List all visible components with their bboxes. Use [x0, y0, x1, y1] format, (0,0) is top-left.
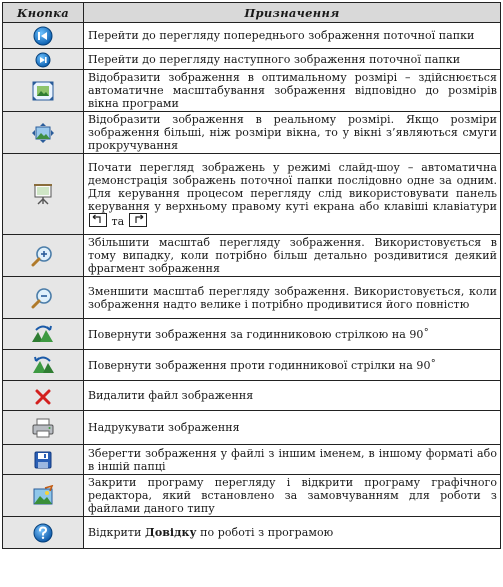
row-description: Повернути зображення за годинниковою стрілкою на 90˚ — [84, 319, 501, 350]
row-description: Перейти до перегляду наступного зображення поточної папки — [84, 49, 501, 70]
table-row — [3, 235, 501, 277]
table-row — [3, 49, 501, 70]
save-as-icon[interactable] — [33, 450, 53, 470]
next-image-icon[interactable] — [35, 52, 51, 68]
row-description: Перейти до перегляду попереднього зображення поточної папки — [84, 23, 501, 49]
arrow-key-icon — [129, 213, 147, 227]
row-description: Зменшити масштаб перегляду зображення. Використовується, коли зображення надто велике і потрібно продивитися його повністю — [84, 277, 501, 319]
table-row — [3, 475, 501, 517]
open-editor-icon[interactable] — [32, 485, 54, 507]
fit-to-window-icon[interactable] — [31, 80, 55, 102]
buttons-table-wrapper — [2, 2, 500, 549]
table-row — [3, 112, 501, 154]
row-description: Відобразити зображення в реальному розмірі. Якщо розміри зображення більші, ніж розміри вікна, то у вікні з’являються смуги прокручування — [84, 112, 501, 154]
previous-image-icon[interactable] — [32, 25, 54, 47]
table-row — [3, 23, 501, 49]
zoom-out-icon[interactable] — [31, 286, 55, 310]
row-description: Надрукувати зображення — [84, 411, 501, 445]
table-row — [3, 381, 501, 411]
help-icon[interactable] — [32, 522, 54, 544]
header-button: Кнопка — [3, 3, 84, 23]
table-row — [3, 411, 501, 445]
row-description: Відобразити зображення в оптимальному розмірі – здійснюється автоматичне масштабування зображення відповідно до розмірів вікна програми — [84, 70, 501, 112]
table-row — [3, 445, 501, 475]
row-description: Видалити файл зображення — [84, 381, 501, 411]
row-description: Закрити програму перегляду і відкрити програму графічного редактора, який встановлено за замовчуванням для роботи з файлами даного типу — [84, 475, 501, 517]
actual-size-icon[interactable] — [31, 122, 55, 144]
buttons-table — [2, 2, 501, 549]
table-header-row — [3, 3, 501, 23]
table-row — [3, 277, 501, 319]
table-row — [3, 517, 501, 549]
slideshow-icon[interactable] — [32, 182, 54, 206]
zoom-in-icon[interactable] — [31, 244, 55, 268]
delete-icon[interactable] — [35, 389, 51, 405]
row-description: Відкрити Довідку по роботі з програмою — [84, 517, 501, 549]
table-row — [3, 70, 501, 112]
row-description: Зберегти зображення у файлі з іншим іменем, в іншому форматі або в іншій папці — [84, 445, 501, 475]
table-row — [3, 154, 501, 235]
rotate-counterclockwise-icon[interactable] — [30, 355, 56, 375]
escape-key-icon — [89, 213, 107, 227]
table-row — [3, 350, 501, 381]
row-description: Збільшити масштаб перегляду зображення. Використовується в тому випадку, коли потрібно більш детально роздивитися деякий фрагмент зображення — [84, 235, 501, 277]
header-purpose: Призначення — [84, 3, 501, 23]
row-description: Повернути зображення проти годинникової стрілки на 90˚ — [84, 350, 501, 381]
rotate-clockwise-icon[interactable] — [30, 324, 56, 344]
row-description: Почати перегляд зображень у режимі слайд-шоу – автоматична демонстрація зображень поточної папки послідовно одне за одним. Для керування процесом перегляду слід використовувати панель керування у верхньому правому куті екрана або клавіші клавіатури та — [84, 154, 501, 235]
table-row — [3, 319, 501, 350]
print-icon[interactable] — [31, 417, 55, 439]
